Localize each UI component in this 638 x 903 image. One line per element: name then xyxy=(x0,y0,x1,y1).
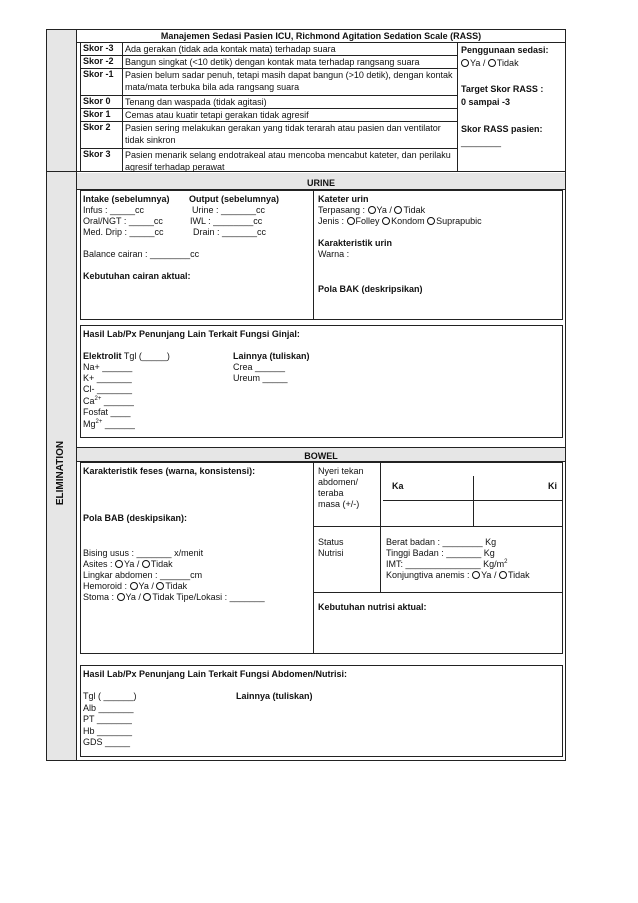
imt-superscript: 2 xyxy=(504,559,508,565)
status-line: Status xyxy=(318,537,344,547)
nutrition-need-label: Kebutuhan nutrisi aktual: xyxy=(318,602,427,612)
elimination-vertical-label: ELIMINATION xyxy=(55,440,66,506)
rass-description: Pasien belum sadar penuh, tetapi masih dapat bangun (>10 detik), dengan kontak mata/mata terbuka bila ada rangsang suara xyxy=(125,70,453,92)
konjungtiva-label: Konjungtiva anemis : xyxy=(386,570,470,580)
infus-field[interactable]: Infus : _____cc xyxy=(83,205,145,215)
rass-score: Skor 2 xyxy=(83,122,111,132)
target-rass-label: Target Skor RASS : xyxy=(461,84,544,94)
ca-field[interactable] xyxy=(83,396,134,406)
rass-row xyxy=(80,55,457,69)
elektrolit-date-field[interactable]: Tgl (_____) xyxy=(123,351,170,361)
output-label: Output (sebelumnya) xyxy=(189,194,280,204)
urine-header-label: URINE xyxy=(306,178,335,188)
gds-field[interactable]: GDS _____ xyxy=(83,737,131,747)
jenis-label: Jenis : xyxy=(318,216,345,226)
rass-score: Skor -3 xyxy=(83,43,114,53)
terpasang-tidak-label: Tidak xyxy=(403,205,426,215)
iwl-field[interactable]: IWL : ________cc xyxy=(190,216,263,226)
stoma-row xyxy=(83,592,265,602)
berat-field[interactable]: Berat badan : ________ Kg xyxy=(386,537,497,547)
bak-pattern-label: Pola BAK (deskripsikan) xyxy=(318,284,423,294)
nyeri-line: masa (+/-) xyxy=(318,499,360,509)
pt-field[interactable]: PT _______ xyxy=(83,714,132,724)
rass-description: Ada gerakan (tidak ada kontak mata) terhadap suara xyxy=(125,44,336,54)
mg-blank: ______ xyxy=(104,419,135,429)
abdomen-lab-label: Hasil Lab/Px Penunjang Lain Terkait Fungsi Abdomen/Nutrisi: xyxy=(83,669,348,679)
asites-ya-radio[interactable] xyxy=(115,560,123,568)
rass-description: Bangun singkat (<10 detik) dengan kontak mata terhadap rangsang suara xyxy=(125,57,420,67)
bab-pattern-label: Pola BAB (deskipsikan): xyxy=(83,513,188,523)
urine-color-field[interactable]: Warna : xyxy=(318,249,350,259)
tinggi-field[interactable]: Tinggi Badan : _______ Kg xyxy=(386,548,495,558)
ca-label: Ca xyxy=(83,396,95,406)
kondom-radio[interactable] xyxy=(382,217,390,225)
konjungtiva-ya-label: Ya xyxy=(481,570,492,580)
terpasang-label: Terpasang : xyxy=(318,205,366,215)
konjungtiva-tidak-label: Tidak xyxy=(507,570,530,580)
stoma-tidak-tail: Tidak Tipe/Lokasi : _______ xyxy=(152,592,265,602)
nyeri-line: teraba xyxy=(318,488,344,498)
nyeri-line: Nyeri tekan xyxy=(318,466,364,476)
stoma-ya-radio[interactable] xyxy=(117,593,125,601)
stoma-tidak-radio[interactable] xyxy=(143,593,151,601)
k-field[interactable]: K+ _______ xyxy=(83,373,132,383)
hemoroid-ya-label: Ya xyxy=(138,581,149,591)
slash-text: / xyxy=(493,570,497,580)
rass-row xyxy=(80,42,457,56)
bowel-inner-vertical xyxy=(380,462,381,592)
stoma-label: Stoma : xyxy=(83,592,115,602)
alb-field[interactable]: Alb _______ xyxy=(83,703,134,713)
terpasang-row xyxy=(318,205,425,215)
folley-label: Folley xyxy=(355,216,380,226)
urine-characteristic-label: Karakteristik urin xyxy=(318,238,393,248)
asites-row xyxy=(83,559,173,569)
stoma-ya-label: Ya xyxy=(125,592,136,602)
rass-description: Pasien menarik selang endotrakeal atau mencoba mencabut kateter, dan perilaku agresif terhadap perawat xyxy=(125,150,451,172)
rass-row xyxy=(80,68,457,96)
konjungtiva-tidak-radio[interactable] xyxy=(499,571,507,579)
fosfat-field[interactable]: Fosfat ____ xyxy=(83,407,131,417)
rass-score: Skor -2 xyxy=(83,56,114,66)
asites-tidak-radio[interactable] xyxy=(142,560,150,568)
lingkar-field[interactable]: Lingkar abdomen : ______cm xyxy=(83,570,203,580)
terpasang-ya-label: Ya xyxy=(376,205,387,215)
asites-label: Asites : xyxy=(83,559,113,569)
rass-row xyxy=(80,148,457,173)
cl-field[interactable]: Cl- _______ xyxy=(83,384,133,394)
patient-rass-value[interactable]: ________ xyxy=(461,137,502,147)
rass-row xyxy=(80,95,457,109)
fluid-need-label: Kebutuhan cairan aktual: xyxy=(83,271,191,281)
abdomen-ka-label: Ka xyxy=(392,481,404,491)
konjungtiva-row xyxy=(386,570,530,580)
crea-field[interactable]: Crea ______ xyxy=(233,362,286,372)
suprapubic-label: Suprapubic xyxy=(436,216,482,226)
abdomen-cross-vertical xyxy=(473,476,474,526)
status-line: Nutrisi xyxy=(318,548,344,558)
na-field[interactable]: Na+ ______ xyxy=(83,362,133,372)
med-drip-field[interactable]: Med. Drip : _____cc xyxy=(83,227,164,237)
slash-text: / xyxy=(138,592,141,602)
catheter-label: Kateter urin xyxy=(318,194,369,204)
bowel-column-divider xyxy=(313,462,314,654)
kidney-lab-label: Hasil Lab/Px Penunjang Lain Terkait Fungsi Ginjal: xyxy=(83,329,300,339)
urine-output-field[interactable]: Urine : _______cc xyxy=(192,205,266,215)
abdomen-ki-label: Ki xyxy=(548,481,557,491)
slash-text: / xyxy=(389,205,392,215)
sedation-options xyxy=(461,58,519,68)
bowel-right-divider-1 xyxy=(313,526,563,527)
balance-field[interactable]: Balance cairan : ________cc xyxy=(83,249,200,259)
patient-rass-label: Skor RASS pasien: xyxy=(461,124,543,134)
bowel-header-label: BOWEL xyxy=(304,451,338,461)
target-rass-value: 0 sampai -3 xyxy=(461,97,511,107)
bising-field[interactable]: Bising usus : _______ x/menit xyxy=(83,548,204,558)
sedation-label: Penggunaan sedasi: xyxy=(461,45,549,55)
hemoroid-ya-radio[interactable] xyxy=(130,582,138,590)
slash-text: / xyxy=(136,559,140,569)
slash-text: / xyxy=(482,58,486,68)
bowel-right-divider-2 xyxy=(313,592,563,593)
urine-column-divider xyxy=(313,190,314,320)
sedation-ya-radio[interactable] xyxy=(461,59,469,67)
kondom-label: Kondom xyxy=(391,216,425,226)
rass-score: Skor 3 xyxy=(83,149,111,159)
elektrolit-row xyxy=(83,351,170,361)
rass-description: Cemas atau kuatir tetapi gerakan tidak agresif xyxy=(125,110,309,120)
hemoroid-label: Hemoroid : xyxy=(83,581,128,591)
rass-score: Skor 1 xyxy=(83,109,111,119)
rass-right-divider xyxy=(457,42,458,172)
rass-row xyxy=(80,108,457,122)
intake-label: Intake (sebelumnya) xyxy=(83,194,170,204)
rass-row-left-border xyxy=(80,42,81,172)
imt-field[interactable] xyxy=(386,559,507,569)
rass-description: Tenang dan waspada (tidak agitasi) xyxy=(125,97,267,107)
ca-superscript: 2+ xyxy=(94,396,102,402)
sedation-ya-label: Ya xyxy=(470,58,481,68)
nyeri-line: abdomen/ xyxy=(318,477,359,487)
rass-left-grey-column xyxy=(46,29,76,172)
mg-label: Mg xyxy=(83,419,96,429)
hemoroid-tidak-radio[interactable] xyxy=(156,582,164,590)
hemoroid-tidak-label: Tidak xyxy=(165,581,188,591)
folley-radio[interactable] xyxy=(347,217,355,225)
drain-field[interactable]: Drain : _______cc xyxy=(193,227,267,237)
oral-ngt-field[interactable]: Oral/NGT : _____cc xyxy=(83,216,163,226)
rass-description: Pasien sering melakukan gerakan yang tidak terarah atau pasien dan ventilator tidak sinkron xyxy=(125,123,441,145)
asites-ya-label: Ya xyxy=(124,559,135,569)
rass-score: Skor -1 xyxy=(83,69,114,79)
sedation-tidak-radio[interactable] xyxy=(488,59,496,67)
suprapubic-radio[interactable] xyxy=(427,217,435,225)
mg-field[interactable] xyxy=(83,419,135,429)
terpasang-tidak-radio[interactable] xyxy=(394,206,402,214)
slash-text: / xyxy=(151,581,154,591)
elektrolit-label: Elektrolit xyxy=(83,351,122,361)
rass-title: Manajemen Sedasi Pasien ICU, Richmond Agitation Sedation Scale (RASS) xyxy=(160,31,482,41)
konjungtiva-ya-radio[interactable] xyxy=(472,571,480,579)
mg-superscript: 2+ xyxy=(95,419,103,425)
terpasang-ya-radio[interactable] xyxy=(368,206,376,214)
imt-label: IMT: _______________ Kg/m xyxy=(386,559,505,569)
feces-label: Karakteristik feses (warna, konsistensi): xyxy=(83,466,256,476)
kidney-lab-box xyxy=(80,325,563,438)
abdomen-lab-date-field[interactable]: Tgl ( ______) xyxy=(83,691,137,701)
hb-field[interactable]: Hb _______ xyxy=(83,726,133,736)
rass-score: Skor 0 xyxy=(83,96,111,106)
hemoroid-row xyxy=(83,581,187,591)
jenis-row xyxy=(318,216,482,226)
ureum-field[interactable]: Ureum _____ xyxy=(233,373,288,383)
rass-row xyxy=(80,121,457,149)
rass-score-divider xyxy=(122,42,123,172)
abdomen-other-label: Lainnya (tuliskan) xyxy=(236,691,313,701)
sedation-tidak-label: Tidak xyxy=(496,58,519,68)
ca-blank: ______ xyxy=(103,396,134,406)
kidney-other-label: Lainnya (tuliskan) xyxy=(233,351,310,361)
asites-tidak-label: Tidak xyxy=(150,559,173,569)
